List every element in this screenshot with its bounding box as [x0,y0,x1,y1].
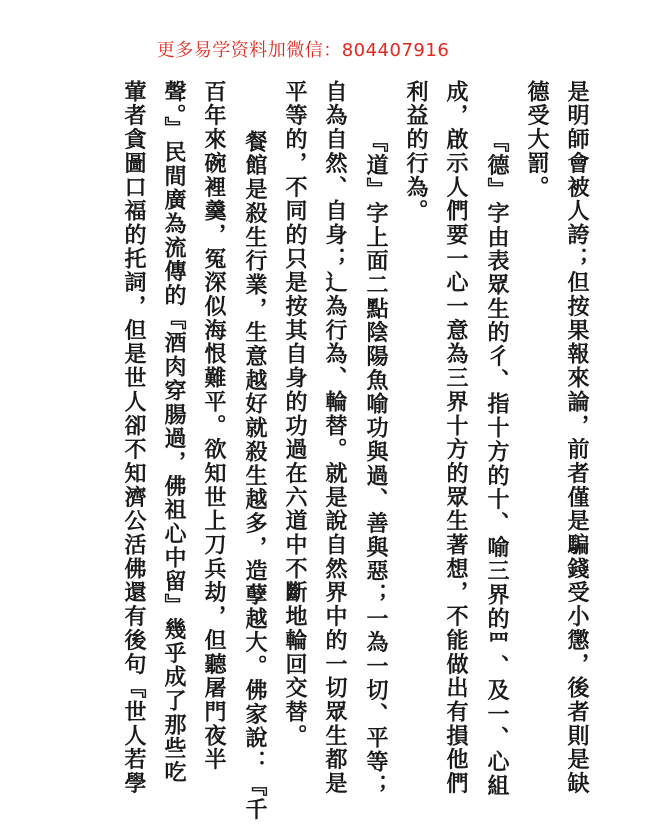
text-column-12: 葷者貪圖口福的托詞，但是世人卻不知濟公活佛還有後句『世人若學 [121,80,147,796]
text-column-11: 聲。』民間廣為流傳的『酒肉穿腸過，佛祖心中留』幾乎成了那些吃 [161,80,187,785]
text-column-7: 自為自然、自身；辶為行為、輪替。就是說自然界中的一切眾生都是 [322,80,348,796]
text-column-3: 『德』字由表眾生的彳、指十方的十、喻三界的罒、及一、心組 [484,130,510,798]
text-column-2: 德受大罰。 [524,80,550,200]
text-column-4: 成，啟示人們要一心一意為三界十方的眾生著想，不能做出有損他們 [443,80,469,796]
text-column-5: 利益的行為。 [403,80,429,224]
text-column-10: 百年來碗裡羹，冤深似海恨難平。欲知世上刀兵劫，但聽屠門夜半 [201,80,227,772]
watermark-text: 更多易学资料加微信：804407916 [156,40,450,61]
text-column-9: 餐館是殺生行業，生意越好就殺生越多，造孽越大。佛家說：『千 [242,130,268,822]
text-column-6: 『道』字上面二點陰陽魚喻功與過、善與惡；一為一切、平等； [363,130,389,798]
text-column-1: 是明師會被人誇；但按果報來論，前者僅是騙錢受小懲，後者則是缺 [564,80,590,796]
text-column-8: 平等的，不同的只是按其自身的功過在六道中不斷地輪回交替。 [282,80,308,748]
vertical-text-page [113,80,596,824]
